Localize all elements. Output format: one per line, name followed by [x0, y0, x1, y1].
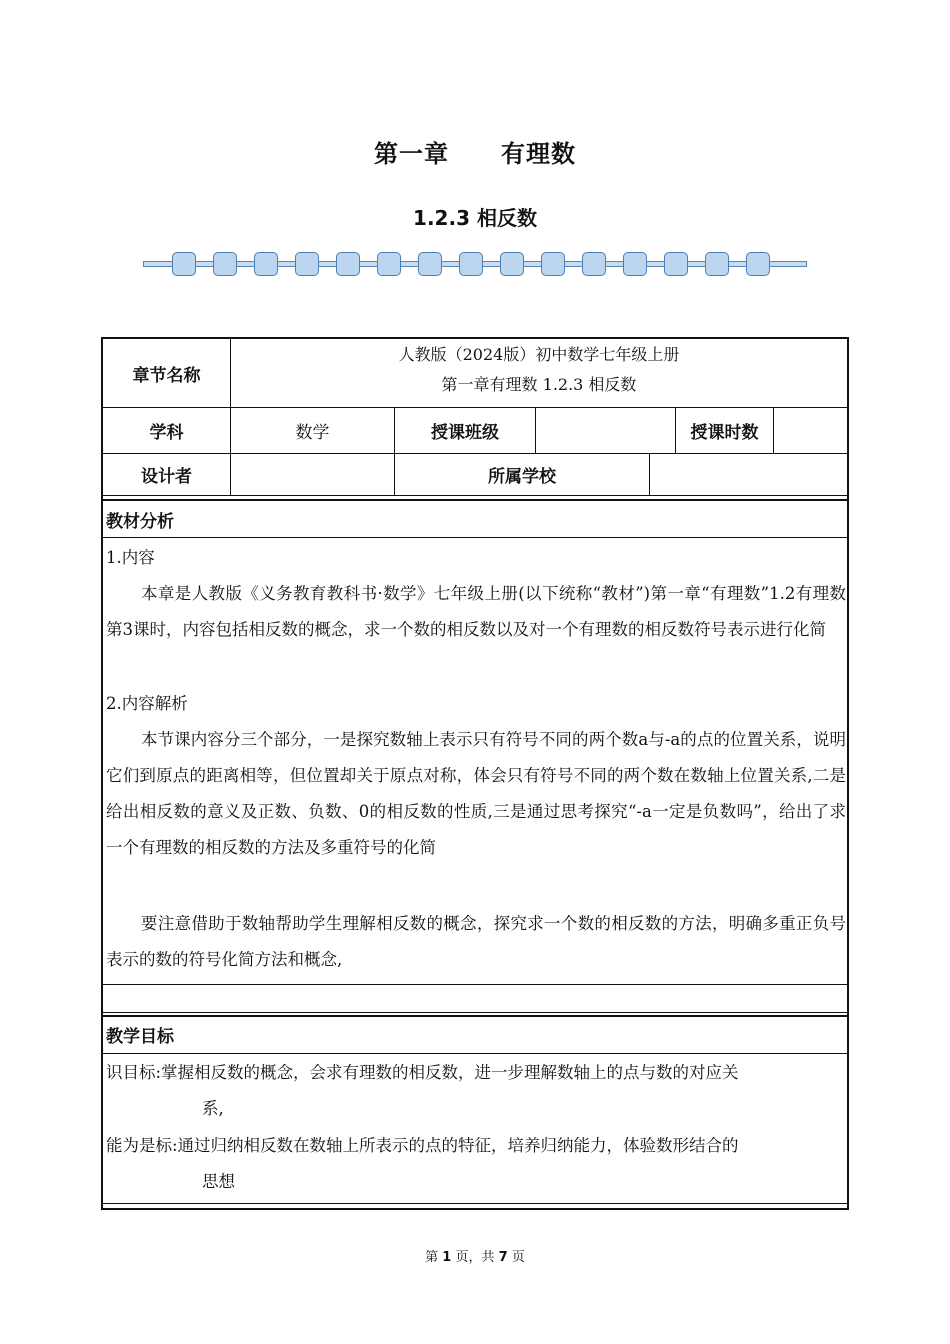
page-footer [0, 1246, 950, 1265]
chain-link [459, 252, 483, 276]
chain-link [295, 252, 319, 276]
ability-goal-line1: 能为是标:通过归纳相反数在数轴上所表示的点的特征，培养归纳能力，体验数形结合的 [106, 1136, 739, 1155]
hours-label: 授课时数 [690, 423, 759, 443]
analysis-heading: 教材分析 [106, 512, 174, 532]
school-value [650, 454, 847, 495]
chapter-name: 有理数 [501, 140, 576, 168]
chain-link [377, 252, 401, 276]
table-rule [103, 495, 847, 496]
chapter-name-line1: 人教版（2024版）初中数学七年级上册 [398, 345, 680, 364]
section-title: 1.2.3 相反数 [413, 206, 537, 230]
chain-link [172, 252, 196, 276]
section-rule [103, 537, 847, 538]
chain-link [746, 252, 770, 276]
knowledge-goal-line2: 系, [202, 1099, 224, 1118]
section-rule [103, 1012, 847, 1013]
chain-link [623, 252, 647, 276]
content-subheading: 1.内容 [106, 548, 155, 567]
chain-link [254, 252, 278, 276]
chain-link [213, 252, 237, 276]
content-analysis-paragraph: 本节课内容分三个部分，一是探究数轴上表示只有符号不同的两个数a与-a的点的位置关系，说明它们到原点的距离相等，但位置却关于原点对称，体会只有符号不同的两个数在数轴上位置关系,二是给出相反数的意义及正数、负数、0的相反数的性质,三是通过思考探究“-a一定是负数吗”，给出了求一个有理数的相反数的方法及多重符号的化简 [106, 730, 846, 857]
chain-link [541, 252, 565, 276]
page-number: 1 [442, 1250, 452, 1265]
subject-label: 学科 [149, 423, 184, 443]
class-value [536, 408, 675, 453]
chain-link [582, 252, 606, 276]
chain-link [664, 252, 688, 276]
designer-label: 设计者 [141, 467, 192, 487]
chain-link [418, 252, 442, 276]
designer-value [231, 454, 394, 495]
chapter-number: 第一章 [374, 140, 449, 168]
section-rule [103, 1203, 847, 1204]
content-paragraph: 本章是人教版《义务教育教科书·数学》七年级上册(以下统称“教材”)第一章“有理数”1.2有理数第3课时，内容包括相反数的概念，求一个数的相反数以及对一个有理数的相反数符号表示进行化简 [106, 584, 846, 639]
chain-link [705, 252, 729, 276]
footer-suffix: 页 [511, 1250, 525, 1265]
page-total: 7 [498, 1250, 508, 1265]
ability-goal [106, 1128, 846, 1200]
chapter-name-label: 章节名称 [132, 365, 201, 386]
section-rule [103, 984, 847, 985]
hours-value [774, 408, 847, 453]
section-rule [103, 1015, 847, 1017]
ability-goal-line2: 思想 [202, 1172, 235, 1191]
chapter-name-line2: 第一章有理数 1.2.3 相反数 [441, 375, 637, 394]
section-rule [103, 1053, 847, 1054]
knowledge-goal-line1: 识目标:掌握相反数的概念，会求有理数的相反数，进一步理解数轴上的点与数的对应关 [106, 1063, 739, 1082]
footer-middle: 页，共 [455, 1250, 495, 1265]
school-label: 所属学校 [488, 467, 556, 487]
footer-prefix: 第 [425, 1250, 439, 1265]
chain-link [336, 252, 360, 276]
content-analysis-subheading: 2.内容解析 [106, 694, 188, 713]
knowledge-goal [106, 1055, 846, 1127]
chapter-title [0, 134, 950, 169]
table-rule [103, 499, 847, 501]
subject-value: 数学 [295, 423, 330, 443]
chapter-name-value [231, 340, 847, 400]
class-label: 授课班级 [431, 423, 499, 443]
objectives-heading: 教学目标 [106, 1027, 174, 1047]
teaching-emphasis-paragraph: 要注意借助于数轴帮助学生理解相反数的概念，探究求一个数的相反数的方法，明确多重正负号表示的数的符号化简方法和概念, [106, 914, 846, 969]
decorative-chain-divider [143, 250, 807, 278]
chain-link [500, 252, 524, 276]
